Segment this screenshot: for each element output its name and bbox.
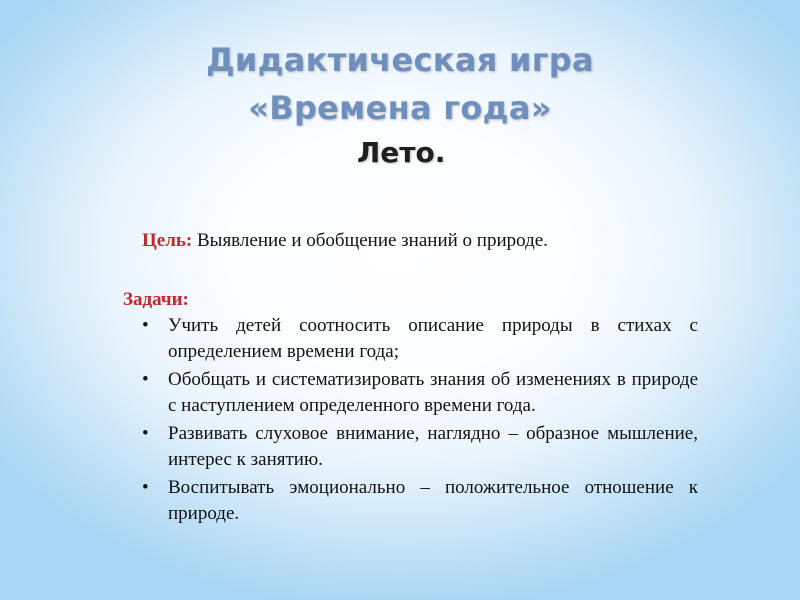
list-item xyxy=(140,475,698,527)
task-text: Воспитывать эмоционально – положительное отношение к природе. xyxy=(168,477,698,524)
slide-subtitle: Лето. xyxy=(357,136,446,169)
slide-title-line-1: Дидактическая игра xyxy=(206,41,594,79)
goal-paragraph xyxy=(142,229,548,253)
bullet-icon: • xyxy=(142,369,149,390)
goal-text: Выявление и обобщение знаний о природе. xyxy=(197,230,548,251)
goal-label: Цель: xyxy=(142,230,193,251)
task-text: Развивать слуховое внимание, наглядно – образное мышление, интерес к занятию. xyxy=(168,423,698,470)
list-item xyxy=(140,367,698,419)
bullet-icon: • xyxy=(142,423,149,444)
list-item xyxy=(140,313,698,365)
task-text: Учить детей соотносить описание природы в стихах с определением времени года; xyxy=(168,315,698,362)
slide-title-line-2: «Времена года» xyxy=(248,89,552,127)
list-item xyxy=(140,421,698,473)
tasks-list xyxy=(140,313,698,529)
task-text: Обобщать и систематизировать знания об изменениях в природе с наступлением определенного времени года. xyxy=(168,369,698,416)
bullet-icon: • xyxy=(142,315,149,336)
tasks-heading: Задачи: xyxy=(123,289,189,310)
bullet-icon: • xyxy=(142,477,149,498)
